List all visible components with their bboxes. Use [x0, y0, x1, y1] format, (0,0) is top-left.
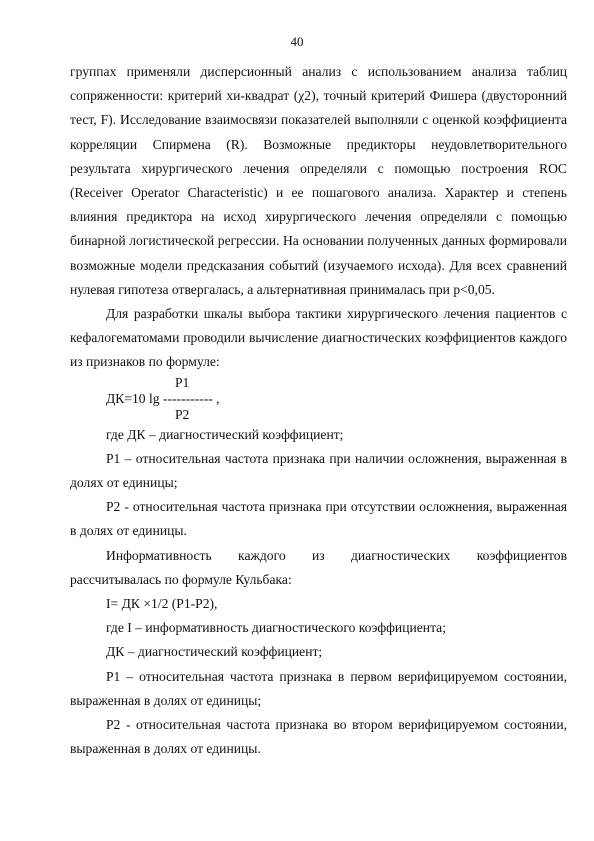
- paragraph-scale-intro: Для разработки шкалы выбора тактики хирургического лечения пациентов с кефалогематомами проводили вычисление диагностических коэффициентов каждого из признаков по формуле:: [70, 306, 567, 370]
- document-body: [70, 60, 567, 761]
- definition-p1-state: Р1 – относительная частота признака в первом верифицируемом состоянии, выраженная в долях от единицы;: [70, 668, 567, 708]
- paragraph-statistics: группах применяли дисперсионный анализ с использованием анализа таблиц сопряженности: критерий хи-квадрат (χ2), точный критерий Фишера (двусторонний тест, F). Исследование взаимосвязи показателей выполняли с оценкой коэффициента корреляции Спирмена (R). Возможные предикторы неудовлетворительного результата хирургического лечения определяли с помощью построения ROC (Receiver Operator Characteristic) и ее пошагового анализа. Характер и степень влияния предиктора на исход хирургического лечения определяли с помощью бинарной логистической регрессии. На основании полученных данных формировали возможные модели предсказания событий (изучаемого исхода). Для всех сравнений нулевая гипотеза отвергалась, а альтернативная принималась при р<0,05.: [70, 64, 567, 297]
- formula-kullback: I= ДК ×1/2 (Р1-Р2),: [106, 596, 218, 612]
- paragraph-informativeness: Информативность каждого из диагностических коэффициентов рассчитывалась по формуле Кульбака:: [70, 547, 567, 587]
- definition-p2-state: Р2 - относительная частота признака во втором верифицируемом состоянии, выраженная в долях от единицы.: [70, 717, 567, 757]
- definition-dk-2: ДК – диагностический коэффициент;: [106, 644, 323, 660]
- definition-p1: Р1 – относительная частота признака при наличии осложнения, выраженная в долях от единицы;: [70, 450, 567, 491]
- formula-dk: [70, 375, 567, 423]
- page-number: 40: [290, 34, 304, 49]
- definition-i: где I – информативность диагностического коэффициента;: [106, 620, 446, 636]
- definition-dk: где ДК – диагностический коэффициент;: [106, 426, 344, 442]
- formula-denominator: Р2: [175, 406, 190, 422]
- definition-p2: Р2 - относительная частота признака при отсутствии осложнения, выраженная в долях от единицы.: [70, 499, 567, 539]
- formula-numerator: Р1: [175, 374, 190, 390]
- formula-main: ДК=10 lg ----------- ,: [106, 390, 220, 406]
